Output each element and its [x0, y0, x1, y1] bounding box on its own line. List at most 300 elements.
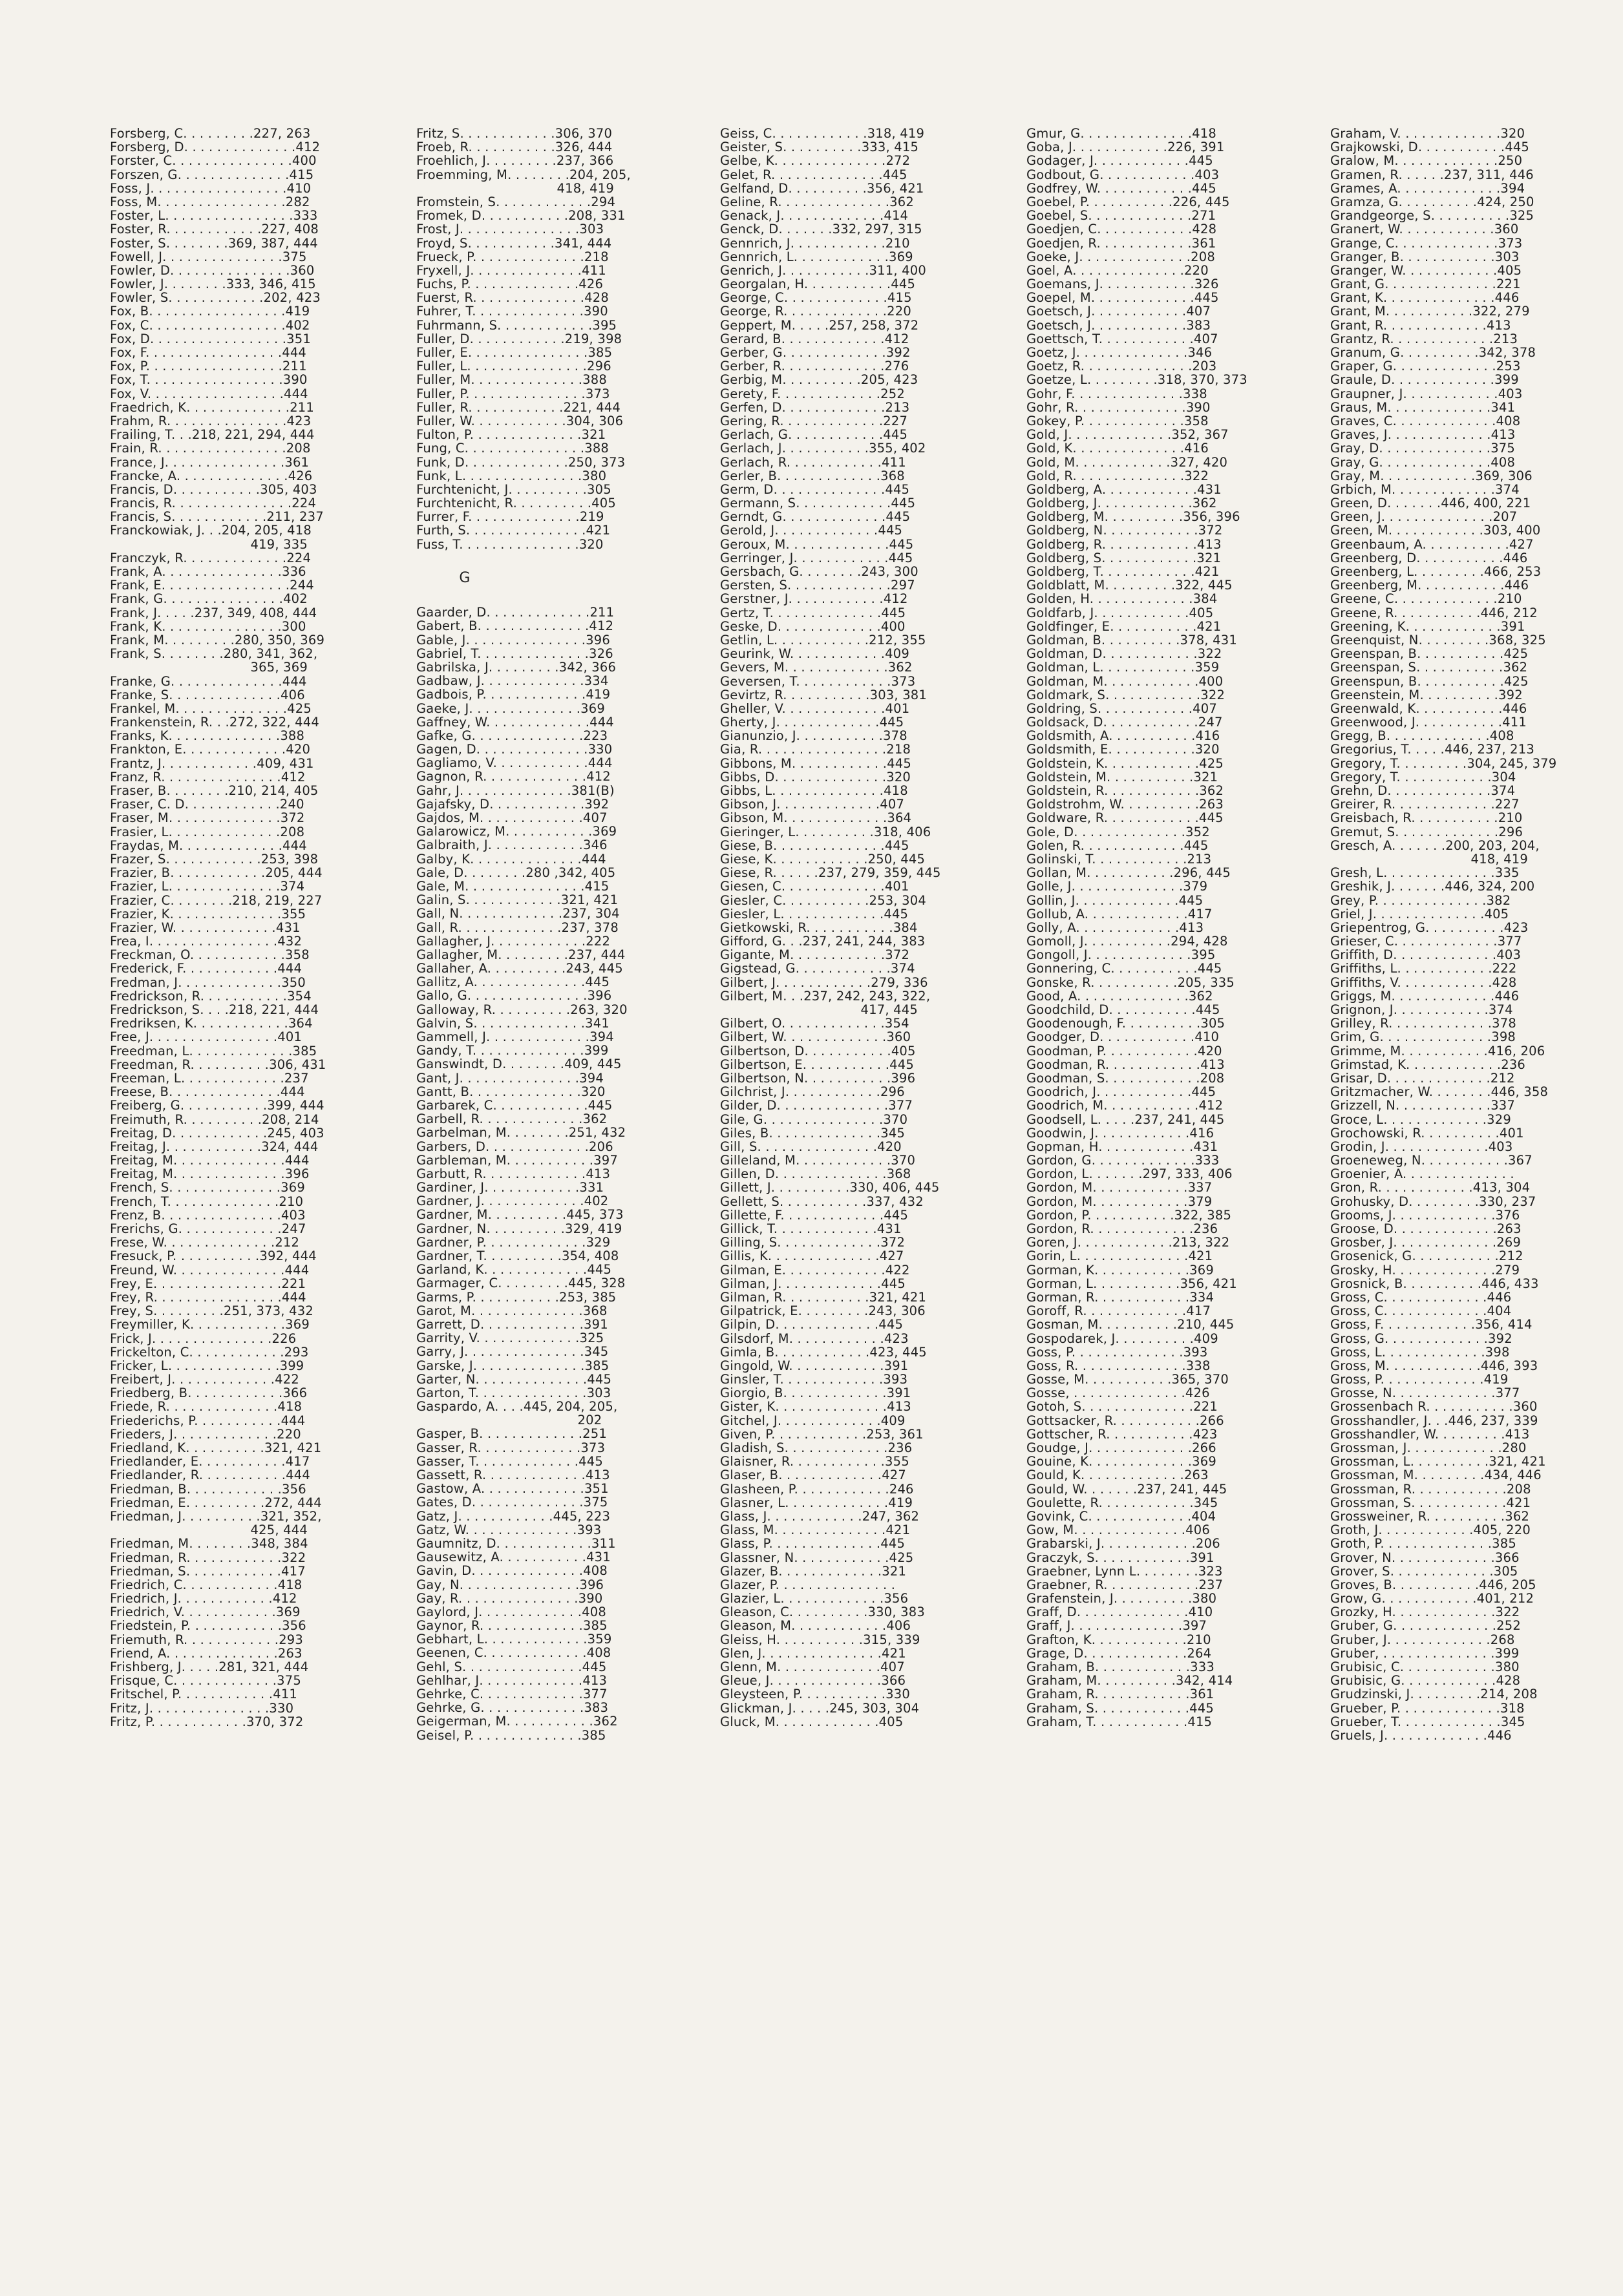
index-entry: Graebner, R. . . . . . . . . . . .237	[1026, 1577, 1224, 1592]
index-entry: Freimuth, R. . . . . . . . . .208, 214	[110, 1112, 319, 1126]
index-column-1	[110, 127, 394, 1729]
index-entry: Frain, R. . . . . . . . . . . . . . . .208	[110, 441, 311, 456]
index-entry: Gallitz, A. . . . . . . . . . . . . .445	[416, 975, 610, 989]
index-entry: Granert, W. . . . . . . . . . . .360	[1330, 222, 1519, 237]
index-entry: Gabriel, T. . . . . . . . . . . . . .326	[416, 646, 613, 660]
index-entry: Gibbons, M. . . . . . . . . . . .445	[720, 756, 911, 770]
index-entry: Greenbaum, A. . . . . . . . . . .427	[1330, 537, 1534, 551]
index-entry: Fredrickson, R. . . . . . . . . . .354	[110, 989, 312, 1003]
index-entry: Gilbert, W. . . . . . . . . . . . .360	[720, 1030, 911, 1044]
index-entry: Godbout, G. . . . . . . . . . . .403	[1026, 167, 1220, 182]
index-entry: Fritschel, P. . . . . . . . . . . .411	[110, 1687, 298, 1701]
index-entry: Fox, D. . . . . . . . . . . . . . . . .351	[110, 332, 311, 346]
index-entry: Goren, J. . . . . . . . . . . .213, 322	[1026, 1236, 1230, 1250]
index-entry: Forster, C. . . . . . . . . . . . . . .400	[110, 154, 317, 168]
index-entry: Foster, L. . . . . . . . . . . . . . . .333	[110, 209, 318, 223]
index-entry: Furth, S. . . . . . . . . . . . . . .421	[416, 523, 611, 538]
index-entry: Freedman, R. . . . . . . . . .306, 431	[110, 1057, 326, 1071]
index-entry: Grohusky, D. . . . . . . . .330, 237	[1330, 1194, 1536, 1208]
index-entry: Gardner, T. . . . . . . . . .354, 408	[416, 1249, 619, 1263]
index-entry: Goldstrohm, W. . . . . . . . . .263	[1026, 797, 1224, 812]
index-entry: Friederichs, P. . . . . . . . . . .444	[110, 1413, 306, 1427]
index-entry: Gajafsky, D. . . . . . . . . . . .392	[416, 797, 610, 811]
index-entry: Graves, C. . . . . . . . . . . . .408	[1330, 414, 1521, 428]
index-entry: Gabert, B. . . . . . . . . . . . . .412	[416, 619, 614, 633]
index-entry: Gilman, E. . . . . . . . . . . . .422	[720, 1263, 910, 1277]
index-entry: Fraser, B. . . . . . . .210, 214, 405	[110, 784, 319, 798]
index-entry: Frese, W. . . . . . . . . . . . . .212	[110, 1236, 300, 1250]
index-entry: Frost, J. . . . . . . . . . . . . . .303	[416, 222, 604, 237]
index-entry: Gross, L. . . . . . . . . . . . .398	[1330, 1345, 1510, 1359]
index-entry: Groose, D. . . . . . . . . . . . .263	[1330, 1222, 1522, 1236]
index-entry: Gorman, R. . . . . . . . . . . .334	[1026, 1290, 1215, 1305]
index-entry: Gramza, G. . . . . . . . . .424, 250	[1330, 195, 1534, 209]
index-entry: Gosman, M. . . . . . . . . .210, 445	[1026, 1318, 1235, 1332]
index-entry: Graus, M. . . . . . . . . . . . .341	[1330, 400, 1516, 414]
index-entry: Goss, P. . . . . . . . . . . . . .393	[1026, 1345, 1208, 1359]
index-entry: Fox, B. . . . . . . . . . . . . . . . .419	[110, 304, 310, 319]
index-entry: Greene, R. . . . . . . . . . .446, 212	[1330, 606, 1538, 620]
index-entry: Gasser, T. . . . . . . . . . . . .445	[416, 1454, 603, 1468]
index-entry: Goldberg, N. . . . . . . . . . . .372	[1026, 523, 1223, 538]
index-entry: Garbers, D. . . . . . . . . . . . .206	[416, 1139, 613, 1153]
index-entry: Grooms, J. . . . . . . . . . . . .376	[1330, 1208, 1520, 1222]
index-entry: Gigante, M. . . . . . . . . . . .372	[720, 948, 910, 962]
index-entry: Goodman, P. . . . . . . . . . . .420	[1026, 1044, 1222, 1058]
index-entry: Gister, K. . . . . . . . . . . . . .413	[720, 1400, 911, 1414]
index-entry: Grodin, J. . . . . . . . . . . . .403	[1330, 1139, 1513, 1154]
index-entry: 365, 369	[110, 660, 308, 675]
index-entry: Fuller, R. . . . . . . . . . . .221, 444	[416, 400, 621, 414]
index-entry: Glen, J. . . . . . . . . . . . . . .421	[720, 1646, 906, 1660]
index-entry: Gibson, J. . . . . . . . . . . . .407	[720, 797, 905, 812]
index-entry: Goedjen, C. . . . . . . . . . . .428	[1026, 222, 1217, 237]
index-entry: Glaser, B. . . . . . . . . . . . .427	[720, 1468, 907, 1482]
index-entry: Gomoll, J. . . . . . . . . . .294, 428	[1026, 934, 1228, 949]
index-entry: Friedrich, C. . . . . . . . . . . .418	[110, 1577, 302, 1592]
index-entry: Gerber, G. . . . . . . . . . . . .392	[720, 346, 911, 360]
index-entry: Fuhrer, T. . . . . . . . . . . . . .390	[416, 304, 608, 319]
index-entry: Gehlhar, J. . . . . . . . . . . . .413	[416, 1673, 608, 1687]
index-entry: Gammell, J. . . . . . . . . . . . .394	[416, 1030, 614, 1044]
index-entry: Gardner, M. . . . . . . . . .445, 373	[416, 1208, 624, 1222]
index-entry: Groeneweg, N. . . . . . . . . . .367	[1330, 1153, 1533, 1168]
index-entry: Grover, S. . . . . . . . . . . . .305	[1330, 1564, 1518, 1578]
index-entry: Fryxell, J. . . . . . . . . . . . . .411	[416, 263, 606, 278]
index-entry: Gollan, M. . . . . . . . . . .296, 445	[1026, 866, 1231, 880]
index-entry: Frahm, R. . . . . . . . . . . . . . .423	[110, 414, 312, 428]
index-entry: Gross, F. . . . . . . . . . . .356, 414	[1330, 1318, 1533, 1332]
index-entry: Gatz, W. . . . . . . . . . . . . .393	[416, 1522, 602, 1537]
index-entry: Gardner, J. . . . . . . . . . . . .402	[416, 1194, 609, 1208]
index-entry: Franks, K. . . . . . . . . . . . . .388	[110, 729, 305, 743]
index-entry: Gadbaw, J. . . . . . . . . . . . .334	[416, 674, 609, 688]
index-entry: Groth, P. . . . . . . . . . . . . .385	[1330, 1537, 1516, 1551]
index-entry: Gibbs, L. . . . . . . . . . . . . .418	[720, 784, 908, 798]
index-entry: Grandgeorge, S. . . . . . . . . .325	[1330, 209, 1534, 223]
index-entry: Graham, V. . . . . . . . . . . . .320	[1330, 127, 1525, 141]
index-entry: Goldware, R. . . . . . . . . . . .445	[1026, 811, 1224, 825]
index-entry: Frank, M. . . . . . . . .280, 350, 369	[110, 633, 325, 648]
index-entry: Goodman, R. . . . . . . . . . . .413	[1026, 1057, 1225, 1071]
index-entry: Genack, J. . . . . . . . . . . . .414	[720, 209, 909, 223]
index-entry: Grubisic, C. . . . . . . . . . . .380	[1330, 1660, 1520, 1674]
index-entry: Frieders, J. . . . . . . . . . . . .220	[110, 1427, 301, 1441]
index-entry: Gramen, R. . . . . .237, 311, 446	[1330, 167, 1534, 182]
index-entry: Funk, L. . . . . . . . . . . . . . .380	[416, 469, 607, 483]
index-entry: Freiberg, G. . . . . . . . . . .399, 444	[110, 1099, 324, 1113]
index-entry: Geister, S. . . . . . . . . .333, 415	[720, 140, 919, 154]
index-entry: Goudge, J. . . . . . . . . . . . .266	[1026, 1441, 1216, 1455]
index-entry: Frerichs, G. . . . . . . . . . . . .247	[110, 1222, 306, 1236]
index-entry: Gay, N. . . . . . . . . . . . . . .396	[416, 1577, 604, 1592]
index-entry: Gianunzio, J. . . . . . . . . . .378	[720, 729, 907, 743]
index-entry: Gertz, T. . . . . . . . . . . . . .445	[720, 606, 906, 620]
index-entry: Goodger, D. . . . . . . . . . . .410	[1026, 1030, 1220, 1044]
index-entry: Getlin, L. . . . . . . . . . . .212, 355	[720, 633, 926, 648]
index-entry: Gmur, G. . . . . . . . . . . . . .418	[1026, 127, 1216, 141]
index-entry: Goodrich, J. . . . . . . . . . . .445	[1026, 1085, 1216, 1099]
index-entry: Fredman, J. . . . . . . . . . . . .350	[110, 975, 306, 989]
index-entry: Goetz, J. . . . . . . . . . . . . .346	[1026, 346, 1213, 360]
index-entry: Goba, J. . . . . . . . . . . .226, 391	[1026, 140, 1225, 154]
index-entry: Greirer, R. . . . . . . . . . . . .227	[1330, 797, 1520, 812]
index-entry: Gable, J. . . . . . . . . . . . . . .396	[416, 633, 610, 647]
index-entry: Greisbach, R. . . . . . . . . . .210	[1330, 811, 1523, 825]
index-entry: Goldberg, R. . . . . . . . . . . .413	[1026, 537, 1222, 551]
index-entry: Grames, A. . . . . . . . . . . . .394	[1330, 181, 1525, 195]
index-entry: Gaffney, W. . . . . . . . . . . . .444	[416, 715, 614, 729]
index-entry: Funk, D. . . . . . . . . . . . .250, 373	[416, 455, 626, 469]
index-entry: Geiss, C. . . . . . . . . . . .318, 419	[720, 127, 925, 141]
index-entry: Gasser, R. . . . . . . . . . . . .373	[416, 1440, 606, 1455]
index-entry: Groenier, A. . . . . . . . . . . . . .	[1330, 1167, 1514, 1181]
index-entry: Fulton, P. . . . . . . . . . . . . .321	[416, 428, 606, 442]
index-entry: Griffith, D. . . . . . . . . . . . .403	[1330, 948, 1522, 962]
index-entry: Goodrich, M. . . . . . . . . . . .412	[1026, 1099, 1224, 1113]
index-entry: Gerfen, D. . . . . . . . . . . . .213	[720, 400, 910, 414]
index-entry: Grosber, J. . . . . . . . . . . . .269	[1330, 1236, 1522, 1250]
index-entry: 425, 444	[110, 1523, 308, 1537]
index-entry: Goulette, R. . . . . . . . . . . .345	[1026, 1495, 1218, 1510]
index-entry: Gresh, L. . . . . . . . . . . . . .335	[1330, 866, 1520, 880]
index-entry: Gerard, B. . . . . . . . . . . . .412	[720, 332, 909, 346]
index-entry: Grossman, M. . . . . . . . .434, 446	[1330, 1468, 1542, 1482]
index-entry: Goetz, R. . . . . . . . . . . . . .203	[1026, 359, 1217, 374]
index-entry: Gralow, M. . . . . . . . . . . . .250	[1330, 154, 1523, 168]
index-entry: Froyd, S. . . . . . . . . . .341, 444	[416, 236, 612, 250]
index-entry: Goldfarb, J. . . . . . . . . . . .405	[1026, 606, 1214, 620]
index-entry: Given, P. . . . . . . . . . . .253, 361	[720, 1427, 924, 1441]
index-entry: Grubisic, G. . . . . . . . . . . .428	[1330, 1674, 1521, 1688]
index-entry: Franke, S. . . . . . . . . . . . . .406	[110, 688, 305, 702]
index-entry: Frazier, K. . . . . . . . . . . . . .355	[110, 907, 306, 921]
index-entry: Gigstead, G. . . . . . . . . . . .374	[720, 962, 915, 976]
index-entry: Garbutt, R. . . . . . . . . . . . .413	[416, 1166, 611, 1181]
index-entry: Gahr, J. . . . . . . . . . . . . .381(B)	[416, 783, 615, 797]
index-entry: Gold, K. . . . . . . . . . . . . .416	[1026, 441, 1209, 456]
index-entry: Gold, R. . . . . . . . . . . . . .322	[1026, 469, 1209, 483]
index-entry: Grange, C. . . . . . . . . . . . .373	[1330, 236, 1523, 250]
index-entry: Gottsacker, R. . . . . . . . . . .266	[1026, 1413, 1224, 1427]
index-entry: Frazer, S. . . . . . . . . . . .253, 398	[110, 852, 319, 867]
index-entry: Gleiss, H. . . . . . . . . . .315, 339	[720, 1632, 920, 1647]
index-entry: Grueber, T. . . . . . . . . . . . .345	[1330, 1714, 1525, 1729]
index-entry: France, J. . . . . . . . . . . . . . .361	[110, 455, 310, 469]
index-entry: Gerber, R. . . . . . . . . . . . .276	[720, 359, 909, 374]
index-entry: Fromek, D. . . . . . . . . . .208, 331	[416, 209, 626, 223]
index-entry: Gruber, . . . . . . . . . . . . . .399	[1330, 1646, 1520, 1660]
index-entry: French, T. . . . . . . . . . . . . .210	[110, 1194, 304, 1208]
index-entry: Franke, G. . . . . . . . . . . . . .444	[110, 674, 307, 688]
index-entry: Gagnon, R. . . . . . . . . . . . .412	[416, 770, 611, 784]
index-entry: Grossweiner, R. . . . . . . . . .362	[1330, 1509, 1530, 1524]
index-entry: Gilpatrick, E. . . . . . . . .243, 306	[720, 1304, 926, 1318]
index-entry: Groce, L. . . . . . . . . . . . .329	[1330, 1112, 1511, 1126]
index-entry: Gordon, L. . . . . . .297, 333, 406	[1026, 1167, 1233, 1181]
index-entry: Gia, R. . . . . . . . . . . . . . . .218	[720, 743, 911, 757]
index-entry: Giese, B. . . . . . . . . . . . . .445	[720, 838, 909, 852]
index-entry: Geigerman, M. . . . . . . . . . .362	[416, 1714, 618, 1729]
index-entry: Goetze, L. . . . . . . . .318, 370, 373	[1026, 373, 1247, 387]
index-entry: Gron, R. . . . . . . . . . . .413, 304	[1330, 1181, 1531, 1195]
index-entry: Gardner, P. . . . . . . . . . . . .329	[416, 1235, 611, 1249]
index-entry: Graff, D. . . . . . . . . . . . . .410	[1026, 1605, 1213, 1619]
index-entry: Francis, S. . . . . . . . . . . .211, 237	[110, 510, 324, 524]
index-entry: Galbraith, J. . . . . . . . . . . .346	[416, 838, 608, 852]
index-entry: 419, 335	[110, 537, 308, 551]
index-entry: Gajdos, M. . . . . . . . . . . . .407	[416, 811, 608, 825]
index-entry: Gasper, B. . . . . . . . . . . . .251	[416, 1427, 607, 1441]
index-entry: Grochowski, R. . . . . . . . . .401	[1330, 1126, 1524, 1140]
index-entry: Glaisner, R. . . . . . . . . . . .355	[720, 1455, 909, 1469]
index-entry: Gole, D. . . . . . . . . . . . . .352	[1026, 825, 1210, 839]
index-entry: Galloway, R. . . . . . . . . .263, 320	[416, 1002, 628, 1016]
index-entry: Friedlander, R. . . . . . . . . . .444	[110, 1468, 310, 1482]
index-entry: Gerbig, M. . . . . . . . . .205, 423	[720, 373, 918, 387]
index-entry: Granger, W. . . . . . . . . . . .405	[1330, 263, 1522, 278]
index-entry: Green, J. . . . . . . . . . . . . .207	[1330, 510, 1518, 524]
index-entry: Garrett, D. . . . . . . . . . . . .391	[416, 1317, 608, 1332]
index-entry: Gorin, L. . . . . . . . . . . . . .421	[1026, 1249, 1213, 1263]
index-entry: Gonnering, C. . . . . . . . . . .445	[1026, 962, 1222, 976]
index-entry: Friend, A. . . . . . . . . . . . . .263	[110, 1646, 302, 1660]
index-entry: Francis, D. . . . . . . . . . .305, 403	[110, 482, 317, 497]
index-entry: Glazer, B. . . . . . . . . . . . .321	[720, 1564, 907, 1578]
index-entry: Grozky, H. . . . . . . . . . . . .322	[1330, 1605, 1520, 1619]
index-entry: Frankel, M. . . . . . . . . . . . . .425	[110, 701, 312, 716]
index-entry: Gingold, W. . . . . . . . . . . .391	[720, 1358, 909, 1373]
index-entry: Graebner, Lynn L. . . . . . . .323	[1026, 1564, 1223, 1578]
index-entry: Griggs, M. . . . . . . . . . . . .446	[1330, 989, 1520, 1003]
index-entry: Gilsdorf, M. . . . . . . . . . . .423	[720, 1331, 909, 1345]
index-entry: Godfrey, W. . . . . . . . . . . .445	[1026, 181, 1216, 195]
index-entry: Genck, D. . . . . . .332, 297, 315	[720, 222, 922, 237]
index-entry: Granum, G. . . . . . . . . .342, 378	[1330, 346, 1536, 360]
index-entry: Gray, G. . . . . . . . . . . . . .408	[1330, 455, 1516, 469]
index-entry: Gay, R. . . . . . . . . . . . . . .390	[416, 1591, 603, 1605]
index-entry: Golle, J. . . . . . . . . . . . . .379	[1026, 879, 1208, 894]
index-entry: Gresch, A. . . . . . .200, 203, 204,	[1330, 838, 1540, 852]
index-entry: Gavin, D. . . . . . . . . . . . . .408	[416, 1564, 608, 1578]
index-entry: Gorman, K. . . . . . . . . . . .369	[1026, 1263, 1214, 1277]
index-entry: Friedman, E. . . . . . . . . .272, 444	[110, 1495, 322, 1510]
index-entry: George, R. . . . . . . . . . . . .220	[720, 304, 911, 319]
index-entry: Greenstein, M. . . . . . . . . .392	[1330, 688, 1523, 702]
index-entry: Georgalan, H. . . . . . . . . . .445	[720, 277, 916, 291]
index-entry: Gaylord, J. . . . . . . . . . . . .408	[416, 1605, 606, 1619]
index-entry: Frank, K. . . . . . . . . . . . . . .300	[110, 619, 306, 633]
index-entry: Gohr, F. . . . . . . . . . . . . .338	[1026, 386, 1207, 401]
index-entry: Grantz, R. . . . . . . . . . . . .213	[1330, 332, 1518, 346]
index-entry: Green, D. . . . . . .446, 400, 221	[1330, 496, 1531, 511]
index-entry: Gruber, J. . . . . . . . . . . . .268	[1330, 1632, 1515, 1647]
index-entry: Frasier, L. . . . . . . . . . . . . .208	[110, 825, 305, 839]
index-entry: Galvin, S. . . . . . . . . . . . . .341	[416, 1016, 610, 1030]
index-entry: Frazier, L. . . . . . . . . . . . . .374	[110, 879, 305, 894]
index-entry: Grafton, K. . . . . . . . . . . .210	[1026, 1632, 1211, 1647]
index-entry: Grant, G. . . . . . . . . . . . . .221	[1330, 277, 1521, 291]
index-entry: Frank, G. . . . . . . . . . . . . . .402	[110, 592, 308, 606]
index-entry: Geenen, C. . . . . . . . . . . . .408	[416, 1646, 611, 1660]
index-entry: Glazier, L. . . . . . . . . . . . .356	[720, 1592, 909, 1606]
index-entry: Gospodarek, J. . . . . . . . . .409	[1026, 1331, 1218, 1345]
index-entry: Frailing, T. . .218, 221, 294, 444	[110, 428, 315, 442]
index-entry: Geroux, M. . . . . . . . . . . . .445	[720, 537, 914, 551]
index-entry: Graham, M. . . . . . . . . .342, 414	[1026, 1674, 1233, 1688]
index-entry: Frazier, C. . . . . . . .218, 219, 227	[110, 893, 323, 907]
index-entry: Goldman, L. . . . . . . . . . . .359	[1026, 660, 1220, 675]
index-entry: Gold, J. . . . . . . . . . . . .352, 367	[1026, 428, 1229, 442]
index-entry: Gallagher, J. . . . . . . . . . . .222	[416, 934, 611, 948]
index-entry: Gelfand, D. . . . . . . . . .356, 421	[720, 181, 924, 195]
index-entry: Griepentrog, G. . . . . . . . . .423	[1330, 920, 1529, 935]
index-entry: Garske, J. . . . . . . . . . . . . .385	[416, 1358, 610, 1373]
index-entry: Gross, P. . . . . . . . . . . . .419	[1330, 1373, 1509, 1387]
index-entry: Golden, H. . . . . . . . . . . . .384	[1026, 592, 1218, 606]
index-entry: Grage, D. . . . . . . . . . . . .264	[1026, 1646, 1212, 1660]
index-entry: Geversen, T. . . . . . . . . . . .373	[720, 674, 916, 688]
index-entry: Grosshandler, W. . . . . . . . .413	[1330, 1427, 1530, 1441]
index-entry: Gluck, M. . . . . . . . . . . . .405	[720, 1714, 904, 1729]
index-entry: Gale, D. . . . . . . .280 ,342, 405	[416, 865, 616, 879]
index-entry: Gelbe, K. . . . . . . . . . . . . .272	[720, 154, 911, 168]
index-entry: Friedman, B. . . . . . . . . . . .356	[110, 1482, 306, 1496]
index-entry: Gerlach, R. . . . . . . . . . . .411	[720, 455, 906, 469]
index-entry: Goldberg, J. . . . . . . . . . . .362	[1026, 496, 1217, 511]
index-entry: Garland, K. . . . . . . . . . . . .445	[416, 1263, 612, 1277]
index-entry: Glasheen, P. . . . . . . . . . . .246	[720, 1482, 914, 1496]
index-entry: Germ, D. . . . . . . . . . . . . .445	[720, 482, 910, 497]
index-entry: Forsberg, D. . . . . . . . . . . . . .412	[110, 140, 321, 154]
index-entry: Freund, W. . . . . . . . . . . . . .444	[110, 1263, 310, 1277]
section-letter: G	[459, 570, 471, 586]
index-entry: Grover, N. . . . . . . . . . . . .366	[1330, 1550, 1520, 1564]
index-entry: Frank, A. . . . . . . . . . . . . . .336	[110, 565, 306, 579]
index-entry: Griffiths, L. . . . . . . . . . . .222	[1330, 962, 1517, 976]
index-entry: Goroff, R. . . . . . . . . . . . .417	[1026, 1304, 1211, 1318]
index-entry: Grilley, R. . . . . . . . . . . . .378	[1330, 1016, 1516, 1031]
index-entry: Glazer, P. . . . . . . . . . . . . . .	[720, 1577, 896, 1592]
index-entry: Frueck, P. . . . . . . . . . . . . .218	[416, 249, 609, 264]
index-entry: Friedberg, B. . . . . . . . . . . .366	[110, 1386, 308, 1400]
index-entry: Garms, P. . . . . . . . . . .253, 385	[416, 1290, 617, 1304]
index-entry: Friedman, M. . . . . . . .348, 384	[110, 1537, 308, 1551]
index-entry: Gregorius, T. . . . .446, 237, 213	[1330, 743, 1534, 757]
index-entry: Frishberg, J. . . . .281, 321, 444	[110, 1660, 309, 1674]
index-entry: Gordon, P. . . . . . . . . . .322, 385	[1026, 1208, 1232, 1222]
index-entry: Griffiths, V. . . . . . . . . . . .428	[1330, 975, 1517, 989]
index-entry: Gatz, J. . . . . . . . . . . .445, 223	[416, 1509, 611, 1523]
index-entry: Gokey, P. . . . . . . . . . . . .358	[1026, 414, 1209, 428]
index-entry: Fraser, M. . . . . . . . . . . . . .372	[110, 811, 305, 825]
index-entry: Greening, K. . . . . . . . . . . .391	[1330, 619, 1525, 633]
index-entry: Graham, B. . . . . . . . . . . .333	[1026, 1660, 1215, 1674]
index-entry: Granger, B. . . . . . . . . . . .303	[1330, 249, 1520, 264]
index-entry: Forsberg, C. . . . . . . . .227, 263	[110, 127, 311, 141]
index-entry: Froemming, M. . . . . . . .204, 205,	[416, 167, 631, 182]
index-entry: Goldberg, S. . . . . . . . . . . .321	[1026, 551, 1222, 565]
index-entry: Frisque, C. . . . . . . . . . . . .375	[110, 1674, 301, 1688]
index-entry: Geline, R. . . . . . . . . . . . . .362	[720, 195, 914, 209]
index-entry: Glickman, J. . . . .245, 303, 304	[720, 1701, 920, 1715]
index-entry: Geske, D. . . . . . . . . . . . .400	[720, 619, 906, 633]
index-entry: Gorman, L. . . . . . . . . . .356, 421	[1026, 1276, 1237, 1290]
index-entry: Grosenick, G. . . . . . . . . . .212	[1330, 1249, 1523, 1263]
index-entry: Garbell, R. . . . . . . . . . . . .362	[416, 1112, 608, 1126]
index-entry: Friedman, J. . . . . . . . . .321, 352,	[110, 1509, 322, 1524]
index-entry: Grant, M. . . . . . . . . . .322, 279	[1330, 304, 1530, 319]
index-entry: Garot, M. . . . . . . . . . . . . .368	[416, 1303, 608, 1318]
index-entry: Freymiller, K. . . . . . . . . . . .369	[110, 1318, 310, 1332]
index-entry: Gill, S. . . . . . . . . . . . . . .420	[720, 1139, 902, 1154]
index-entry: Freese, B. . . . . . . . . . . . . .444	[110, 1085, 305, 1099]
index-entry: Friedstein, P. . . . . . . . . . . .356	[110, 1619, 306, 1633]
index-entry: Grabarski, J. . . . . . . . . . . .206	[1026, 1537, 1220, 1551]
index-entry: Foster, R. . . . . . . . . . . .227, 408	[110, 222, 319, 237]
index-entry: Fuller, E. . . . . . . . . . . . . . .385	[416, 346, 613, 360]
index-entry: Freitag, M. . . . . . . . . . . . . .396	[110, 1167, 310, 1181]
index-entry: Germann, S. . . . . . . . . . . .445	[720, 496, 916, 511]
index-entry: Geppert, M. . . . .257, 258, 372	[720, 318, 919, 332]
index-entry: Furrer, F. . . . . . . . . . . . . .219	[416, 510, 604, 524]
index-entry: Graves, J. . . . . . . . . . . . .413	[1330, 428, 1516, 442]
index-entry: Gallo, G. . . . . . . . . . . . . . .396	[416, 989, 612, 1003]
index-entry: Gross, M. . . . . . . . . . . .446, 393	[1330, 1358, 1538, 1373]
index-entry: Ganswindt, D. . . . . . . .409, 445	[416, 1057, 622, 1071]
index-entry: Gagen, D. . . . . . . . . . . . . .330	[416, 743, 613, 757]
index-entry: Garbleman, M. . . . . . . . . . .397	[416, 1153, 618, 1167]
index-entry: Frederick, F. . . . . . . . . . . .444	[110, 962, 302, 976]
index-entry: Gering, R. . . . . . . . . . . . .227	[720, 414, 908, 428]
index-entry: Frazier, W. . . . . . . . . . . . .431	[110, 920, 301, 935]
index-entry: Gelet, R. . . . . . . . . . . . . .445	[720, 167, 907, 182]
index-entry: Gale, M. . . . . . . . . . . . . . .415	[416, 879, 610, 894]
index-entry: Fox, F. . . . . . . . . . . . . . . . .444	[110, 346, 307, 360]
index-entry: Friedman, R. . . . . . . . . . . .322	[110, 1550, 306, 1564]
index-entry: Goldman, B. . . . . . . . . .378, 431	[1026, 633, 1237, 648]
index-entry: Gilpin, D. . . . . . . . . . . . .445	[720, 1318, 904, 1332]
index-entry: 418, 419	[416, 181, 614, 195]
index-entry: Gilbertson, D. . . . . . . . . . .405	[720, 1044, 916, 1058]
index-entry: Gregory, T. . . . . . . . .304, 245, 379	[1330, 756, 1557, 770]
index-entry: Fox, T. . . . . . . . . . . . . . . . .390	[110, 373, 308, 387]
index-entry: Garbarek, C. . . . . . . . . . . .445	[416, 1098, 613, 1113]
index-entry: Graule, D. . . . . . . . . . . . .399	[1330, 373, 1519, 387]
index-entry: Gollin, J. . . . . . . . . . . . .445	[1026, 893, 1204, 907]
index-entry: Gray, D. . . . . . . . . . . . . .375	[1330, 441, 1516, 456]
index-column-4	[1026, 127, 1311, 1729]
